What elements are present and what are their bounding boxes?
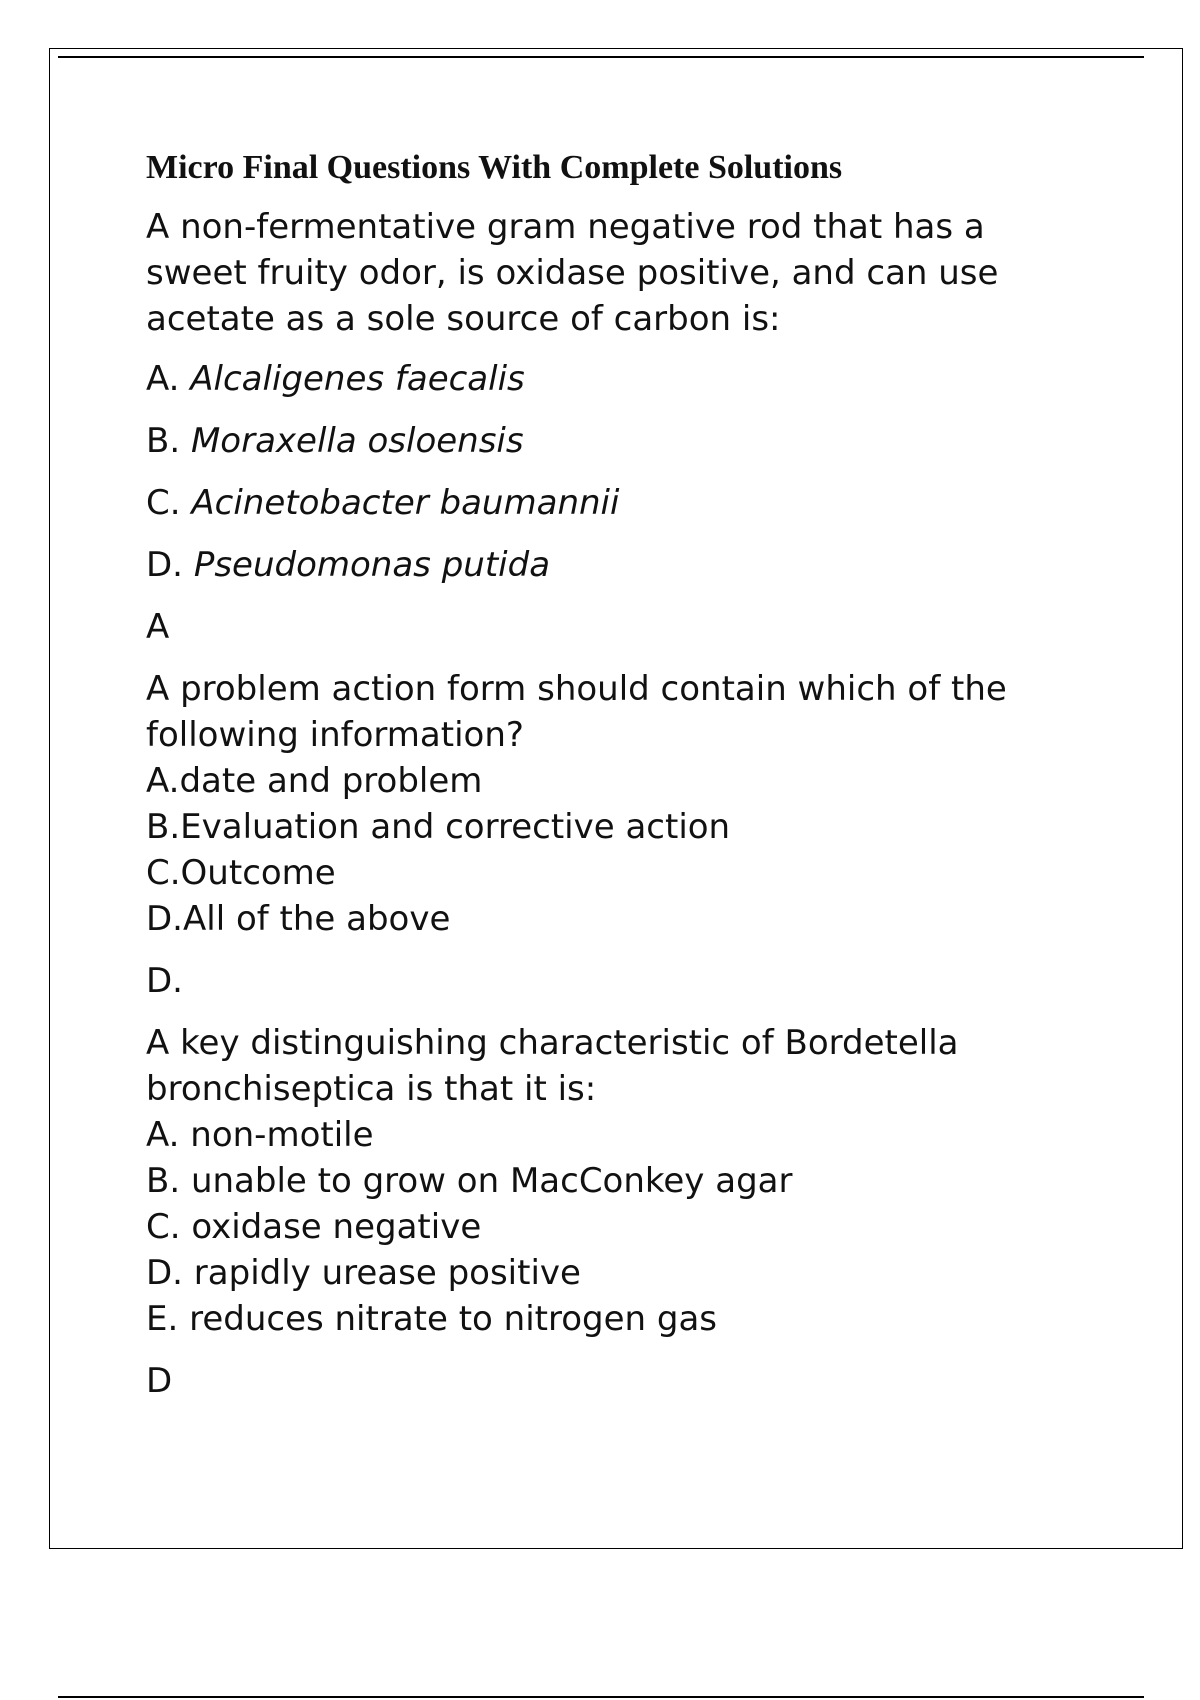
option-c: C. oxidase negative: [146, 1207, 482, 1247]
option-letter: B.: [146, 421, 181, 461]
option-text: Pseudomonas putida: [193, 545, 551, 585]
option-d: D. rapidly urease positive: [146, 1253, 581, 1293]
option-d: D.All of the above: [146, 899, 451, 939]
document-body: [146, 140, 1106, 1404]
question-stem-line: acetate as a sole source of carbon is:: [146, 299, 781, 339]
option-c: C.Outcome: [146, 853, 336, 893]
option-e: E. reduces nitrate to nitrogen gas: [146, 1299, 717, 1339]
option-text: Acinetobacter baumannii: [191, 483, 620, 523]
question-stem-line: following information?: [146, 715, 524, 755]
question-stem-line: sweet fruity odor, is oxidase positive, and can use: [146, 253, 999, 293]
option-a: A.date and problem: [146, 761, 483, 801]
answer: D.: [146, 961, 183, 1001]
question-stem-line: A problem action form should contain which of the: [146, 669, 1007, 709]
question-stem-line: bronchiseptica is that it is:: [146, 1069, 597, 1109]
question-3: [146, 1020, 1106, 1404]
option-b: [146, 418, 1106, 464]
question-stem-line: A non-fermentative gram negative rod that has a: [146, 207, 985, 247]
option-a: [146, 356, 1106, 402]
option-c: [146, 480, 1106, 526]
option-text: Moraxella osloensis: [190, 421, 524, 461]
question-2: [146, 666, 1106, 1004]
option-letter: C.: [146, 483, 181, 523]
option-letter: A.: [146, 359, 180, 399]
option-a: A. non-motile: [146, 1115, 374, 1155]
bottom-rule: [58, 1696, 1144, 1698]
option-text: Alcaligenes faecalis: [190, 359, 525, 399]
question-1: [146, 204, 1106, 650]
document-title: Micro Final Questions With Complete Solutions: [146, 149, 843, 186]
answer: D: [146, 1361, 173, 1401]
answer: A: [146, 607, 170, 647]
option-b: B. unable to grow on MacConkey agar: [146, 1161, 793, 1201]
option-letter: D.: [146, 545, 183, 585]
question-stem-line: A key distinguishing characteristic of Bordetella: [146, 1023, 959, 1063]
option-b: B.Evaluation and corrective action: [146, 807, 731, 847]
option-d: [146, 542, 1106, 588]
